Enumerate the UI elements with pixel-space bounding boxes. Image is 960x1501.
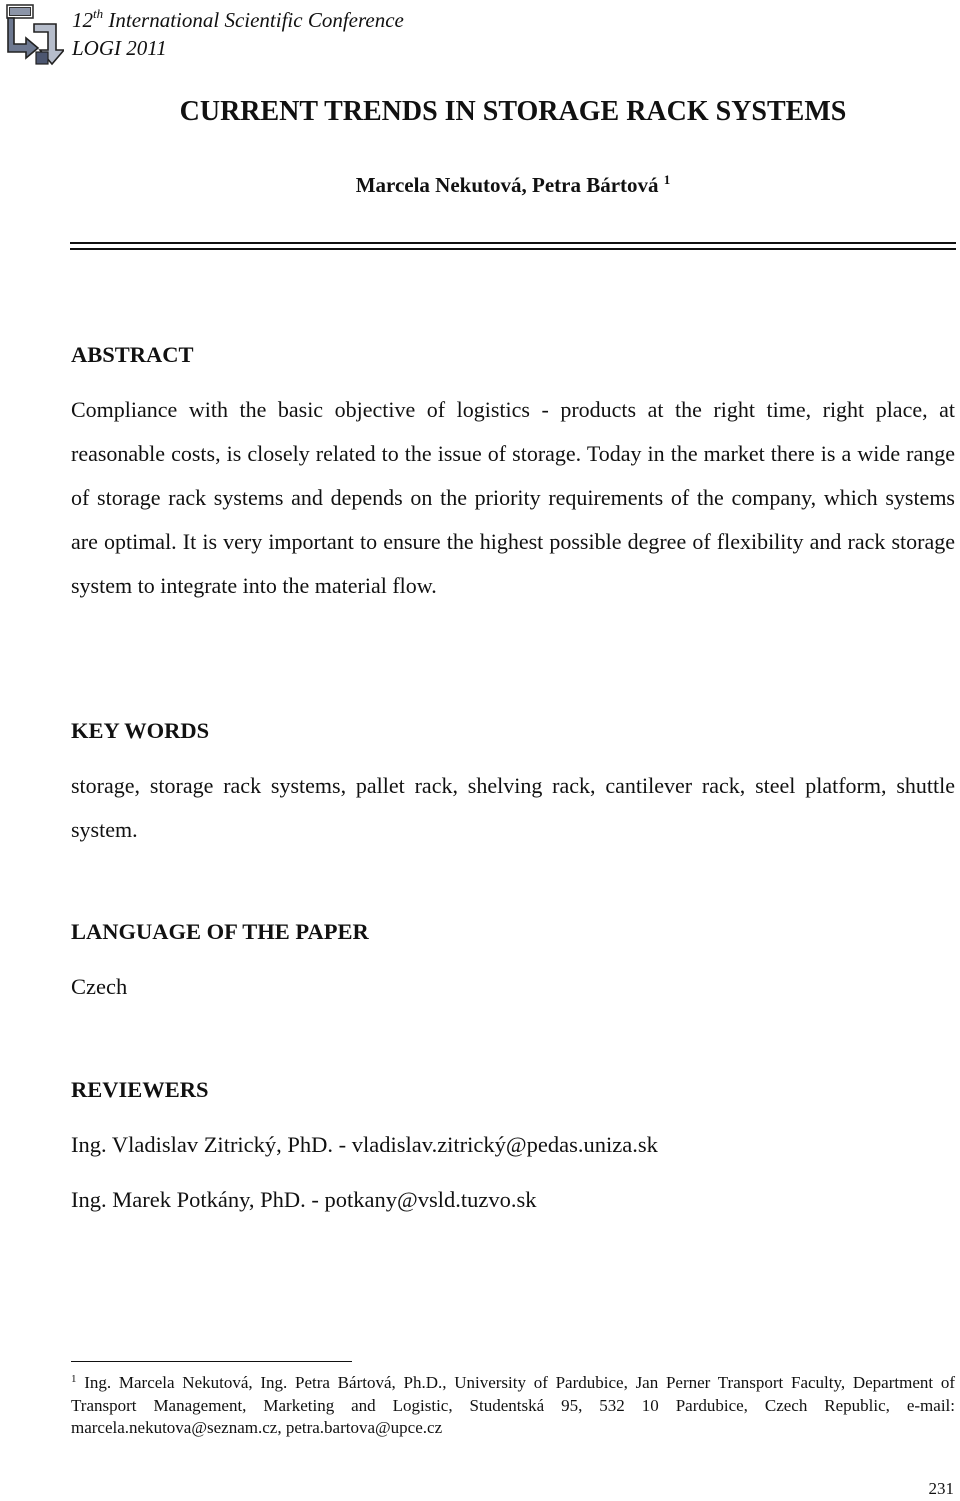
conference-suffix: th xyxy=(93,6,104,21)
logi-logo-icon xyxy=(6,4,64,66)
reviewer-item: Ing. Vladislav Zitrický, PhD. - vladislav.zitrický@pedas.uniza.sk xyxy=(71,1132,658,1157)
conference-short: LOGI 2011 xyxy=(72,36,167,60)
author-footnote-marker: 1 xyxy=(663,172,671,187)
footnote-divider xyxy=(71,1361,352,1362)
footnote-marker: 1 xyxy=(71,1373,77,1385)
paper-title: CURRENT TRENDS IN STORAGE RACK SYSTEMS xyxy=(179,96,847,127)
reviewers-heading: REVIEWERS xyxy=(71,1077,209,1102)
keywords-text: storage, storage rack systems, pallet rack, shelving rack, cantilever rack, steel platform, shuttle system. xyxy=(71,773,955,842)
reviewer-item: Ing. Marek Potkány, PhD. - potkany@vsld.tuzvo.sk xyxy=(71,1187,537,1212)
author-names: Marcela Nekutová, Petra Bártová xyxy=(355,173,659,197)
abstract-heading: ABSTRACT xyxy=(71,342,194,367)
footnote xyxy=(71,1372,955,1440)
language-value: Czech xyxy=(71,974,128,999)
title-divider xyxy=(70,242,956,250)
abstract-text: Compliance with the basic objective of logistics - products at the right time, right place, at reasonable costs, is closely related to the issue of storage. Today in the market there is a wide range of storage rack systems and depends on the priority requirements of the company, which systems are optimal. It is very important to ensure the highest possible degree of flexibility and rack storage system to integrate into the material flow. xyxy=(71,397,955,598)
paper-authors xyxy=(0,170,960,200)
conference-name: International Scientific Conference xyxy=(108,8,404,32)
keywords-heading: KEY WORDS xyxy=(71,718,210,743)
conference-number: 12 xyxy=(72,8,93,32)
conference-title xyxy=(72,6,404,34)
footnote-text: Ing. Marcela Nekutová, Ing. Petra Bártová, Ph.D., University of Pardubice, Jan Perner Transport Faculty, Department of Transport Management, Marketing and Logistic, Studentská 95, 532 10 Pardubice, Czech Republic, e-mail: marcela.nekutova@seznam.cz, petra.bartova@upce.cz xyxy=(71,1373,955,1437)
page-number: 231 xyxy=(928,1479,954,1498)
language-heading: LANGUAGE OF THE PAPER xyxy=(71,919,369,944)
